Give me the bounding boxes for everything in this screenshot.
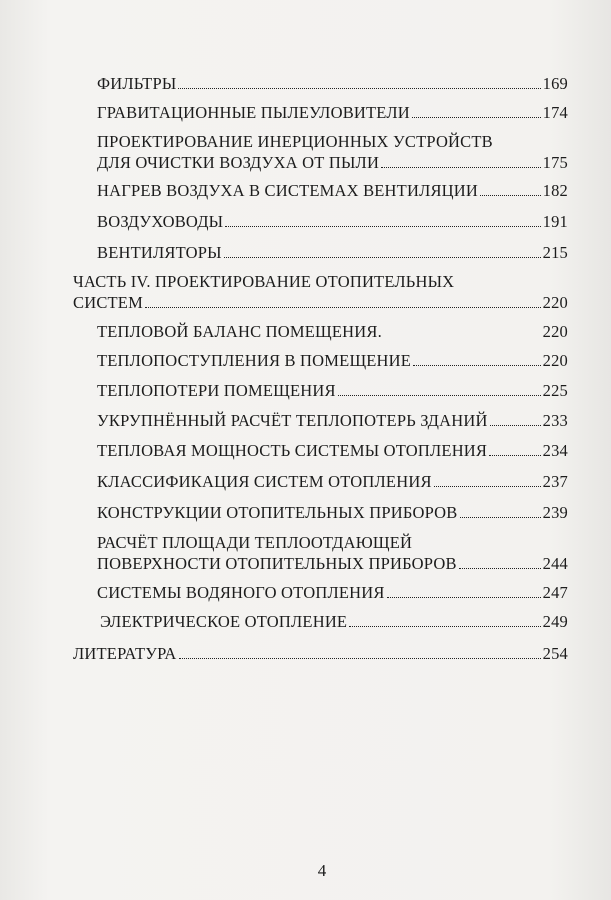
dot-leader (460, 517, 541, 518)
toc-part-entry[interactable] (73, 271, 568, 313)
toc-entry[interactable] (97, 242, 568, 263)
toc-entry-page: 169 (542, 74, 568, 93)
toc-entry-title-line: РАСЧЁТ ПЛОЩАДИ ТЕПЛООТДАЮЩЕЙ (97, 533, 413, 552)
dot-leader (480, 195, 541, 196)
toc-entry[interactable] (97, 180, 568, 201)
dot-leader (490, 425, 541, 426)
page-number: 4 (317, 861, 327, 880)
toc-entry[interactable] (97, 380, 568, 401)
dot-leader (434, 486, 541, 487)
dot-leader (224, 257, 541, 258)
toc-entry-page: 174 (542, 103, 568, 122)
toc-entry-page: 215 (542, 243, 568, 262)
dot-leader (178, 88, 540, 89)
toc-entry-page: 237 (542, 472, 568, 491)
toc-entry[interactable] (97, 102, 568, 123)
toc-entry[interactable] (97, 211, 568, 232)
toc-entry[interactable] (97, 321, 568, 342)
toc-entry-page: 244 (542, 554, 568, 573)
toc-entry-title: ТЕПЛОПОТЕРИ ПОМЕЩЕНИЯ (97, 381, 336, 400)
toc-entry-title: КЛАССИФИКАЦИЯ СИСТЕМ ОТОПЛЕНИЯ (97, 472, 432, 491)
toc-entry-page: 239 (542, 503, 568, 522)
toc-entry-page: 182 (542, 181, 568, 200)
dot-leader (179, 658, 541, 659)
toc-entry-page: 191 (542, 212, 568, 231)
toc-entry[interactable] (97, 471, 568, 492)
toc-entry[interactable] (97, 73, 568, 94)
toc-entry-page: 220 (542, 351, 568, 370)
toc-entry-title: ВОЗДУХОВОДЫ (97, 212, 224, 231)
toc-entry-page: 233 (542, 411, 568, 430)
toc-entry-page: 220 (542, 322, 568, 341)
toc-entry[interactable] (73, 643, 568, 664)
toc-entry-title: ВЕНТИЛЯТОРЫ (97, 243, 222, 262)
toc-entry-title-line: ЧАСТЬ IV. ПРОЕКТИРОВАНИЕ ОТОПИТЕЛЬНЫХ (73, 272, 455, 291)
toc-entry[interactable] (97, 502, 568, 523)
toc-entry-title: СИСТЕМЫ ВОДЯНОГО ОТОПЛЕНИЯ (97, 583, 385, 602)
toc-entry-page: 225 (542, 381, 568, 400)
toc-entry-page: 220 (542, 293, 568, 312)
toc-entry-page: 247 (542, 583, 568, 602)
toc-entry-title: ТЕПЛОПОСТУПЛЕНИЯ В ПОМЕЩЕНИЕ (97, 351, 412, 370)
dot-leader (459, 568, 541, 569)
toc-entry[interactable] (97, 410, 568, 431)
toc-entry-title: ГРАВИТАЦИОННЫЕ ПЫЛЕУЛОВИТЕЛИ (97, 103, 410, 122)
dot-leader (489, 455, 541, 456)
toc-entry[interactable] (97, 350, 568, 371)
toc-entry[interactable] (97, 582, 568, 603)
toc-entry-page: 249 (542, 612, 568, 631)
toc-entry-title: СИСТЕМ (73, 293, 143, 312)
toc-entry[interactable] (97, 532, 568, 574)
dot-leader (338, 395, 541, 396)
toc-entry-title: ТЕПЛОВОЙ БАЛАНС ПОМЕЩЕНИЯ. (97, 322, 382, 341)
dot-leader (381, 167, 541, 168)
toc-entry-title: ПОВЕРХНОСТИ ОТОПИТЕЛЬНЫХ ПРИБОРОВ (97, 554, 457, 573)
toc-entry-title: ЭЛЕКТРИЧЕСКОЕ ОТОПЛЕНИЕ (100, 612, 348, 631)
toc-entry-title: ДЛЯ ОЧИСТКИ ВОЗДУХА ОТ ПЫЛИ (97, 153, 380, 172)
toc-entry-page: 234 (542, 441, 568, 460)
dot-leader (225, 226, 540, 227)
toc-entry-title: ФИЛЬТРЫ (97, 74, 177, 93)
toc-entry-title-line: ПРОЕКТИРОВАНИЕ ИНЕРЦИОННЫХ УСТРОЙСТВ (97, 132, 493, 151)
toc-entry[interactable] (97, 440, 568, 461)
dot-leader (387, 597, 541, 598)
toc-entry-title: КОНСТРУКЦИИ ОТОПИТЕЛЬНЫХ ПРИБОРОВ (97, 503, 458, 522)
dot-leader (412, 117, 541, 118)
toc-entry[interactable] (100, 611, 568, 632)
toc-entry-title: УКРУПНЁННЫЙ РАСЧЁТ ТЕПЛОПОТЕРЬ ЗДАНИЙ (97, 411, 488, 430)
dot-leader (349, 626, 540, 627)
toc-entry-page: 175 (542, 153, 568, 172)
toc-entry-title: ЛИТЕРАТУРА (73, 644, 177, 663)
toc-entry[interactable] (97, 131, 568, 173)
dot-leader (145, 307, 541, 308)
toc-entry-title: НАГРЕВ ВОЗДУХА В СИСТЕМАХ ВЕНТИЛЯЦИИ (97, 181, 479, 200)
toc-entry-title: ТЕПЛОВАЯ МОЩНОСТЬ СИСТЕМЫ ОТОПЛЕНИЯ (97, 441, 488, 460)
toc-entry-page: 254 (542, 644, 568, 663)
dot-leader (413, 365, 541, 366)
